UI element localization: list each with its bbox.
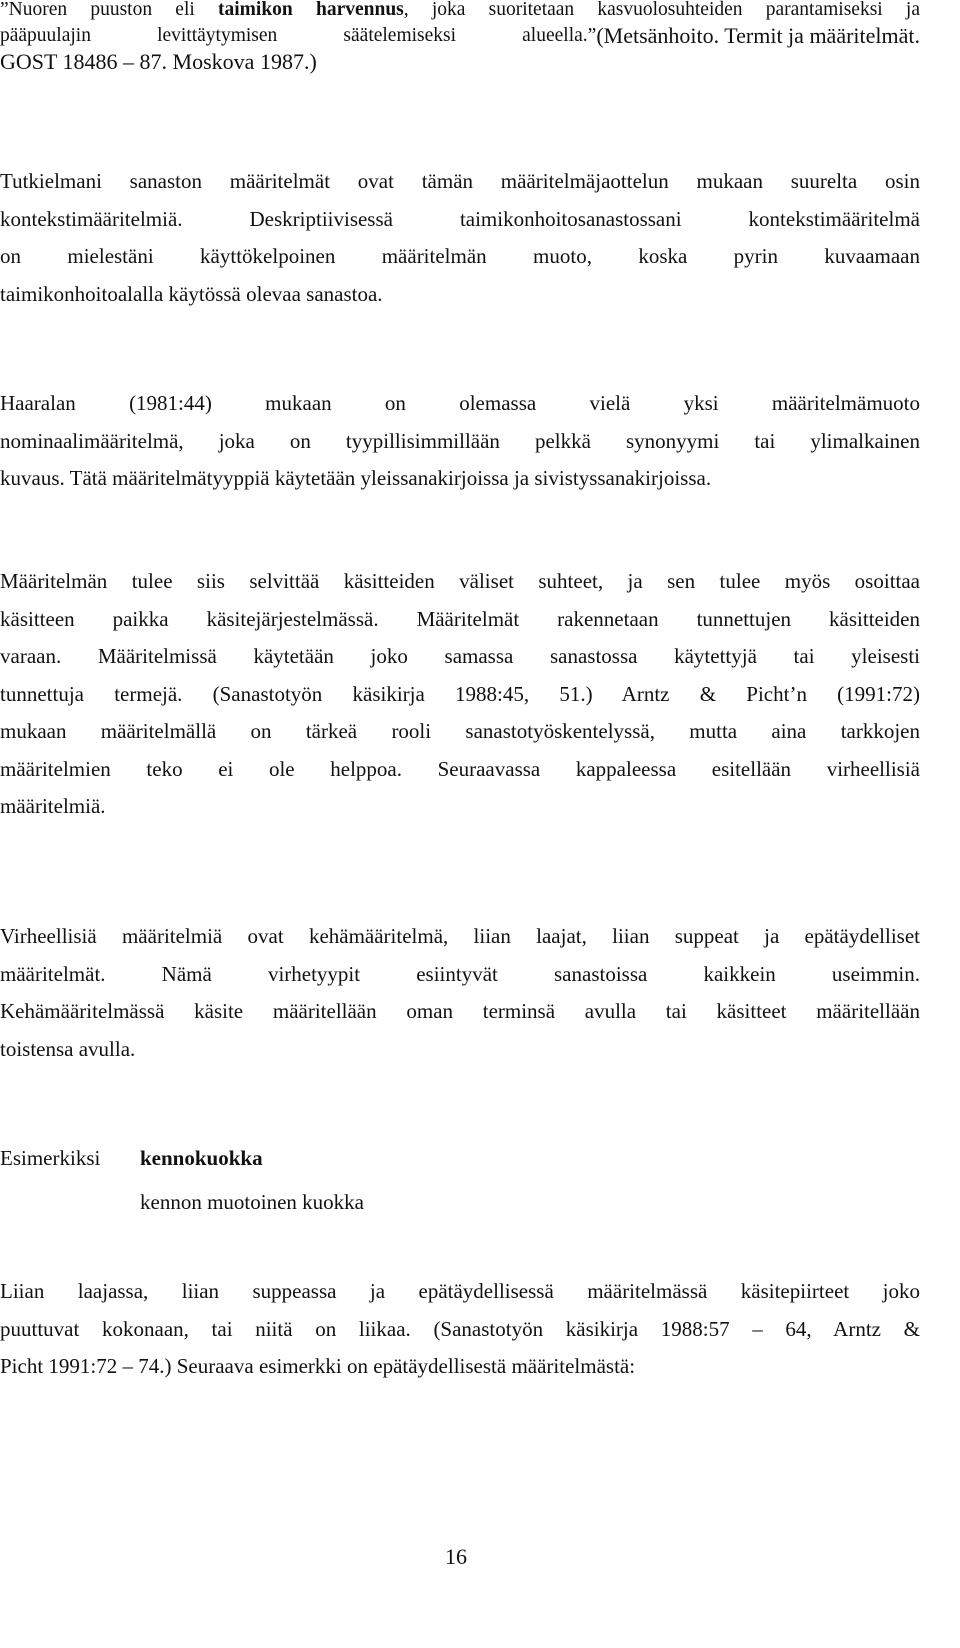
text-line: puuttuvat kokonaan, tai niitä on liikaa. (Sanastotyön käsikirja 1988:57 – 64, Arntz & [0,1316,920,1341]
quote-line-1: ”Nuoren puuston eli taimikon harvennus, joka suoritetaan kasvuolosuhteiden parantamiseksi ja [0,0,920,20]
text-line: mukaan määritelmällä on tärkeä rooli sanastotyöskentelyssä, mutta aina tarkkojen [0,719,920,743]
text-line: tunnettuja termejä. (Sanastotyön käsikirja 1988:45, 51.) Arntz & Picht’n (1991:72) [0,681,920,706]
text-line: Kehämääritelmässä käsite määritellään oman terminsä avulla tai käsitteet määritellään [0,999,920,1023]
quote-term: taimikon harvennus [218,0,404,20]
quote-block [0,0,920,75]
text-line: toistensa avulla. [0,1036,136,1061]
text-line: taimikonhoitoalalla käytössä olevaa sanastoa. [0,281,383,306]
text-line: on mielestäni käyttökelpoinen määritelmän muoto, koska pyrin kuvaamaan [0,244,920,268]
text-line: nominaalimääritelmä, joka on tyypillisimmillään pelkkä synonyymi tai ylimalkainen [0,428,920,453]
text-line: käsitteen paikka käsitejärjestelmässä. Määritelmät rakennetaan tunnettujen käsitteiden [0,606,920,631]
text-line: määritelmien teko ei ole helppoa. Seuraavassa kappaleessa esitellään virheellisiä [0,756,920,781]
quote-source: (Metsänhoito. Termit ja määritelmät. [596,23,920,48]
text-line: määritelmät. Nämä virhetyypit esiintyvät sanastoissa kaikkein useimmin. [0,961,920,986]
text-line: Määritelmän tulee siis selvittää käsitteiden väliset suhteet, ja sen tulee myös osoittaa [0,569,920,593]
example-term: kennokuokka [140,1146,263,1170]
text-line: varaan. Määritelmissä käytetään joko samassa sanastossa käytettyjä tai yleisesti [0,644,920,668]
text-line: kuvaus. Tätä määritelmätyyppiä käytetään yleissanakirjoissa ja sivistyssanakirjoissa. [0,466,712,490]
quote-line-2: pääpuulajin levittäytymisen säätelemiseksi alueella.” (Metsänhoito. Termit ja määritelmät. [0,23,920,48]
text-line: kontekstimääritelmiä. Deskriptiivisessä taimikonhoitosanastossani kontekstimääritelmä [0,206,920,231]
paragraph-3 [0,563,920,826]
paragraph-2 [0,385,920,498]
example-label: Esimerkiksi [0,1146,101,1170]
paragraph-1 [0,163,920,313]
paragraph-5 [0,1273,920,1386]
text-line: Virheellisiä määritelmiä ovat kehämääritelmä, liian laajat, liian suppeat ja epätäydelliset [0,924,920,948]
text-line: määritelmiä. [0,794,106,818]
text-line: Tutkielmani sanaston määritelmät ovat tämän määritelmäjaottelun mukaan suurelta osin [0,169,920,193]
text-line: Liian laajassa, liian suppeassa ja epätäydellisessä määritelmässä käsitepiirteet joko [0,1279,920,1303]
page-number: 16 [445,1544,467,1569]
example-definition: kennon muotoinen kuokka [140,1190,364,1214]
quote-line-3: GOST 18486 – 87. Moskova 1987.) [0,49,317,74]
paragraph-4 [0,918,920,1068]
text-line: Picht 1991:72 – 74.) Seuraava esimerkki on epätäydellisestä määritelmästä: [0,1354,636,1378]
text-line: Haaralan (1981:44) mukaan on olemassa vielä yksi määritelmämuoto [0,391,920,415]
